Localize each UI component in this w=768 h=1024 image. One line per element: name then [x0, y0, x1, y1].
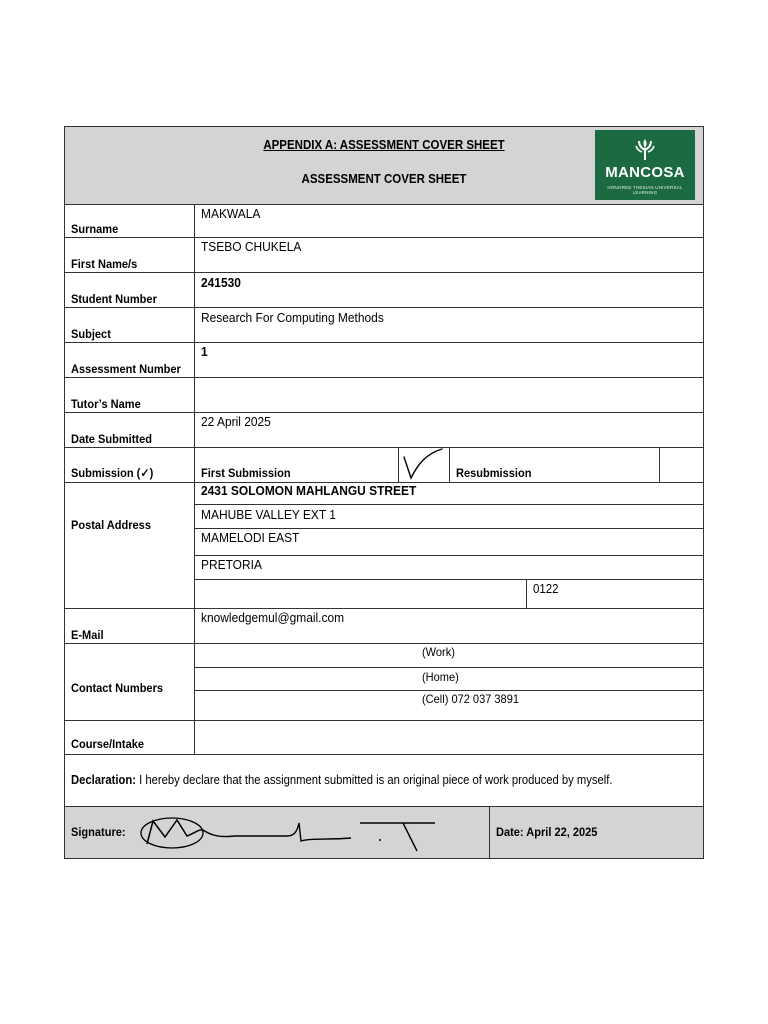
- row-surname: [65, 204, 703, 238]
- row-signature: [65, 807, 703, 858]
- postal-line-1[interactable]: 2431 SOLOMON MAHLANGU STREET: [201, 483, 417, 498]
- first-submission-label: First Submission: [201, 466, 291, 480]
- first-submission-checkbox[interactable]: [399, 448, 449, 482]
- address-line-divider: [194, 504, 703, 505]
- row-tutor: [65, 378, 703, 413]
- cell-divider: [489, 807, 490, 858]
- first-name-label: First Name/s: [71, 257, 138, 271]
- submission-label: Submission (✓): [71, 466, 154, 480]
- cover-sheet-title: ASSESSMENT COVER SHEET: [301, 172, 467, 186]
- resubmission-label: Resubmission: [456, 466, 532, 480]
- row-submission: [65, 448, 703, 483]
- email-value[interactable]: knowledgemul@gmail.com: [201, 610, 345, 625]
- logo-brand: MANCOSA: [605, 164, 685, 181]
- logo-tagline: HONOREE THESIAN UNIVERSAL LEARNING: [607, 185, 683, 195]
- cell-divider: [526, 579, 527, 608]
- cell-divider: [449, 448, 450, 482]
- assessment-cover-sheet: [64, 126, 704, 859]
- signature-label: Signature:: [71, 825, 126, 839]
- address-line-divider: [194, 528, 703, 529]
- row-student-number: [65, 273, 703, 308]
- signature-date[interactable]: Date: April 22, 2025: [496, 825, 598, 839]
- row-postal-address: [65, 483, 703, 609]
- postal-address-label: Postal Address: [71, 518, 151, 532]
- subject-label: Subject: [71, 327, 111, 341]
- row-assessment-number: [65, 343, 703, 378]
- student-number-value[interactable]: 241530: [201, 275, 241, 290]
- contact-line-divider: [194, 667, 703, 668]
- handwritten-signature: [137, 811, 447, 855]
- student-number-label: Student Number: [71, 292, 157, 306]
- declaration-label: Declaration:: [71, 773, 137, 787]
- postal-line-3[interactable]: MAMELODI EAST: [201, 530, 300, 545]
- tutor-label: Tutor’s Name: [71, 397, 141, 411]
- subject-value[interactable]: Research For Computing Methods: [201, 310, 384, 325]
- first-name-value[interactable]: TSEBO CHUKELA: [201, 239, 302, 254]
- address-line-divider: [194, 555, 703, 556]
- contact-numbers-label: Contact Numbers: [71, 681, 164, 695]
- surname-value[interactable]: MAKWALA: [201, 206, 261, 221]
- mancosa-logo: [595, 130, 695, 200]
- contact-work[interactable]: (Work): [422, 645, 455, 659]
- row-course-intake: [65, 721, 703, 755]
- declaration-body: I hereby declare that the assignment submitted is an original piece of work produced by myself.: [136, 773, 613, 787]
- row-subject: [65, 308, 703, 343]
- logo-mark-icon: [633, 138, 657, 162]
- row-email: [65, 609, 703, 644]
- email-label: E-Mail: [71, 628, 104, 642]
- resubmission-checkbox[interactable]: [660, 448, 703, 482]
- row-declaration: [65, 755, 703, 807]
- contact-cell[interactable]: (Cell) 072 037 3891: [422, 692, 519, 706]
- sheet-header: [65, 127, 703, 205]
- assessment-number-value[interactable]: 1: [201, 344, 208, 359]
- row-date-submitted: [65, 413, 703, 448]
- row-contact-numbers: [65, 644, 703, 721]
- postal-line-2[interactable]: MAHUBE VALLEY EXT 1: [201, 507, 336, 522]
- assessment-number-label: Assessment Number: [71, 362, 181, 376]
- postal-line-4[interactable]: PRETORIA: [201, 557, 262, 572]
- contact-home[interactable]: (Home): [422, 670, 459, 684]
- surname-label: Surname: [71, 222, 119, 236]
- declaration-text: [71, 773, 613, 787]
- course-intake-label: Course/Intake: [71, 737, 145, 751]
- row-first-name: [65, 238, 703, 273]
- postal-code[interactable]: 0122: [533, 582, 559, 596]
- date-submitted-label: Date Submitted: [71, 432, 152, 446]
- contact-line-divider: [194, 690, 703, 691]
- appendix-title: APPENDIX A: ASSESSMENT COVER SHEET: [263, 138, 505, 152]
- date-submitted-value[interactable]: 22 April 2025: [201, 414, 271, 429]
- address-line-divider: [194, 579, 703, 580]
- checkmark-icon: [399, 448, 449, 482]
